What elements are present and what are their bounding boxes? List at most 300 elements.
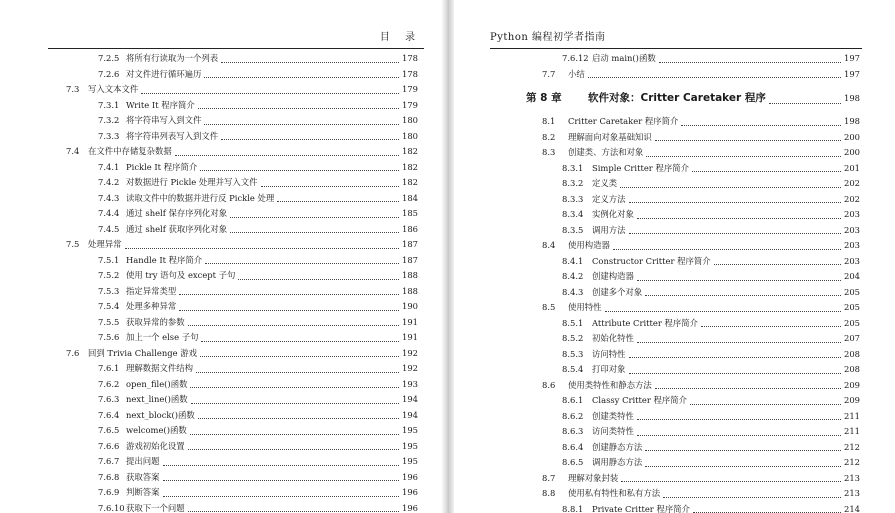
toc-entry[interactable] [490, 424, 860, 440]
toc-entry-title: 将字符串列表写入到文件 [126, 130, 219, 141]
toc-entry-title: 获取答案 [126, 471, 160, 482]
toc-entry-title: 写入文本文件 [88, 84, 139, 94]
toc-entry[interactable] [48, 315, 418, 331]
toc-entry-title: 调用方法 [592, 224, 626, 235]
toc-entry[interactable] [48, 485, 418, 501]
toc-entry-title: 处理异常 [88, 239, 122, 249]
toc-entry[interactable] [490, 161, 860, 177]
toc-entry-title: 使用特性 [568, 302, 602, 312]
toc-entry[interactable] [490, 223, 860, 239]
toc-entry-number: 7.6.10 [98, 502, 125, 513]
toc-entry-page: 186 [402, 223, 418, 234]
toc-entry[interactable] [490, 130, 860, 146]
toc-leader-dots [198, 99, 399, 109]
toc-entry[interactable] [490, 192, 860, 208]
toc-entry-number: 7.5.4 [98, 301, 120, 311]
toc-entry-page: 203 [844, 240, 860, 250]
toc-entry-title: Attribute Critter 程序简介 [592, 317, 698, 328]
toc-leader-dots [645, 286, 841, 296]
toc-entry-number: 8.6.4 [562, 441, 584, 452]
toc-entry-title: 读取文件中的数据并进行反 Pickle 处理 [126, 192, 275, 203]
toc-entry-page: 195 [402, 440, 418, 451]
toc-entry-page: 180 [402, 115, 418, 125]
toc-entry-title: 处理多种异常 [126, 301, 177, 311]
toc-leader-dots [693, 503, 841, 513]
toc-entry-title: Classy Critter 程序简介 [592, 395, 688, 405]
toc-entry-page: 211 [844, 426, 860, 436]
toc-entry-number: 7.3 [66, 84, 80, 94]
toc-entry[interactable] [48, 423, 418, 439]
toc-entry-title: 使用类特性和静态方法 [568, 379, 652, 390]
header-rule [48, 48, 424, 49]
toc-entry-number: 7.6.8 [98, 471, 120, 482]
toc-leader-dots [179, 285, 399, 295]
toc-entry-page: 194 [402, 409, 418, 420]
toc-entry-number: 7.5.1 [98, 254, 120, 265]
toc-entry-number: 7.6 [66, 347, 80, 358]
toc-leader-dots [714, 255, 841, 265]
page-header: 目 录 [379, 32, 421, 43]
toc-entry-page: 212 [844, 457, 860, 467]
toc-entry-page: 202 [844, 178, 860, 188]
toc-entry-number: 8.5.4 [562, 364, 584, 374]
toc-entry-number: 8.4.3 [562, 286, 584, 297]
toc-entry[interactable] [490, 471, 860, 487]
toc-leader-dots [188, 502, 399, 512]
toc-leader-dots [629, 348, 842, 358]
toc-entry[interactable] [48, 191, 418, 207]
toc-entry-title: 对数据进行 Pickle 处理并写入文件 [126, 177, 258, 187]
toc-entry[interactable] [48, 98, 418, 114]
toc-leader-dots [605, 302, 842, 312]
toc-entry-title: 通过 shelf 获取序列化对象 [126, 223, 228, 234]
toc-entry-title: 提出问题 [126, 456, 160, 466]
toc-entry-page: 203 [844, 255, 860, 266]
toc-entry[interactable] [490, 331, 860, 347]
toc-leader-dots [179, 301, 399, 311]
toc-entry-title: 对文件进行循环遍历 [126, 68, 202, 79]
toc-entry-title: 实例化对象 [592, 209, 634, 219]
toc-entry-page: 179 [402, 99, 418, 110]
toc-entry-page: 207 [844, 333, 860, 343]
toc-entry-number: 7.7 [542, 68, 556, 79]
toc-leader-dots [141, 84, 399, 94]
right-page [454, 0, 895, 513]
toc-entry-number: 7.4.4 [98, 208, 120, 218]
toc-entry-number: 7.6.1 [98, 363, 120, 373]
toc-entry[interactable] [490, 316, 860, 332]
toc-leader-dots [175, 146, 399, 156]
toc-entry-page: 192 [402, 363, 418, 373]
toc-leader-dots [190, 378, 399, 388]
toc-entry[interactable] [490, 440, 860, 456]
toc-entry-title: 理解对象封装 [568, 472, 619, 483]
toc-leader-dots [230, 208, 399, 218]
toc-entry[interactable] [490, 254, 860, 270]
toc-leader-dots [230, 223, 399, 233]
toc-leader-dots [204, 115, 399, 125]
toc-entry-number: 7.5 [66, 239, 80, 249]
toc-entry-page: 205 [844, 302, 860, 312]
toc-entry-number: 7.4 [66, 146, 80, 156]
toc-entry[interactable] [48, 346, 418, 362]
toc-entry[interactable] [48, 439, 418, 455]
toc-entry[interactable] [48, 268, 418, 284]
toc-entry-title: 获取异常的参数 [126, 316, 185, 327]
toc-leader-dots [221, 53, 399, 63]
toc-entry[interactable] [48, 408, 418, 424]
toc-entry-page: 213 [844, 488, 860, 498]
toc-entry-page: 196 [402, 487, 418, 497]
toc-leader-dots [620, 178, 841, 188]
toc-entry-number: 8.8 [542, 488, 556, 498]
toc-entry-number: 8.8.1 [562, 503, 584, 513]
toc-entry-page: 211 [844, 410, 860, 421]
toc-entry-title: 访问特性 [592, 348, 626, 359]
toc-leader-dots [201, 332, 399, 342]
toc-leader-dots [277, 192, 399, 202]
toc-entry-number: 7.4.1 [98, 161, 120, 172]
toc-entry-page: 184 [402, 192, 418, 203]
toc-entry-page: 191 [402, 316, 418, 327]
toc-entry[interactable] [490, 393, 860, 409]
toc-entry-number: 8.3 [542, 147, 556, 157]
toc-entry-title: 加上一个 else 子句 [126, 332, 199, 342]
toc-leader-dots [163, 487, 400, 497]
toc-entry-page: 187 [402, 254, 418, 265]
toc-leader-dots [196, 363, 399, 373]
toc-entry-title: open_file()函数 [126, 378, 188, 389]
toc-entry-title: Private Critter 程序简介 [592, 503, 690, 513]
toc-entry-page: 196 [402, 471, 418, 482]
toc-leader-dots [637, 209, 841, 219]
toc-leader-dots [163, 456, 400, 466]
toc-entry-number: 7.6.6 [98, 440, 120, 451]
toc-entry-page: 178 [402, 53, 418, 63]
toc-entry-page: 205 [844, 286, 860, 297]
toc-entry-title: Handle It 程序简介 [126, 254, 203, 265]
toc-entry-number: 7.5.6 [98, 332, 120, 342]
toc-leader-dots [188, 440, 399, 450]
toc-leader-dots [261, 177, 399, 187]
toc-entry-title: 定义类 [592, 178, 618, 188]
toc-entry-number: 7.3.3 [98, 130, 120, 141]
toc-entry[interactable] [48, 454, 418, 470]
toc-leader-dots [645, 441, 841, 451]
toc-entry-page: 187 [402, 239, 418, 249]
toc-entry-page: 208 [844, 348, 860, 359]
toc-entry[interactable] [48, 160, 418, 176]
toc-leader-dots [637, 410, 841, 420]
toc-entry-number: 8.3.4 [562, 209, 584, 219]
toc-entry-page: 182 [402, 161, 418, 172]
toc-entry[interactable] [490, 238, 860, 254]
toc-entry[interactable] [48, 377, 418, 393]
toc-entry-page: 198 [844, 116, 860, 126]
toc-entry[interactable] [490, 176, 860, 192]
toc-entry-number: 8.6.2 [562, 410, 584, 421]
toc-entry-number: 8.1 [542, 116, 556, 126]
toc-entry-number: 7.6.5 [98, 425, 120, 435]
toc-entry-number: 7.6.12 [562, 53, 589, 63]
toc-leader-dots [191, 394, 399, 404]
toc-entry-title: next_block()函数 [126, 409, 195, 420]
toc-entry-page: 188 [402, 285, 418, 296]
toc-entry-page: 192 [402, 347, 418, 358]
toc-entry-title: Simple Critter 程序简介 [592, 162, 689, 173]
toc-entry[interactable] [48, 175, 418, 191]
toc-leader-dots [681, 116, 841, 126]
toc-entry-title: 理解面向对象基础知识 [568, 131, 652, 142]
toc-entry-number: 8.7 [542, 472, 556, 483]
toc-leader-dots [205, 254, 399, 264]
toc-entry[interactable] [48, 113, 418, 129]
toc-entry[interactable] [48, 470, 418, 486]
toc-entry-title: 软件对象：Critter Caretaker 程序 [588, 92, 766, 104]
toc-entry-page: 194 [402, 394, 418, 404]
toc-entry[interactable] [490, 486, 860, 502]
toc-entry[interactable] [490, 114, 860, 130]
toc-entry-page: 198 [844, 93, 860, 103]
toc-entry-title: 访问类特性 [592, 426, 634, 436]
toc-entry[interactable] [490, 378, 860, 394]
toc-entry-page: 205 [844, 317, 860, 328]
toc-entry-number: 8.4.1 [562, 255, 584, 266]
toc-entry-page: 182 [402, 146, 418, 156]
toc-entry-page: 179 [402, 84, 418, 94]
toc-entry-title: Critter Caretaker 程序简介 [568, 116, 679, 126]
toc-entry-title: 创建类特性 [592, 410, 634, 421]
toc-leader-dots [190, 425, 399, 435]
toc-entry-page: 214 [844, 503, 860, 513]
toc-leader-dots [204, 68, 399, 78]
toc-entry-page: 202 [844, 193, 860, 204]
toc-entry-number: 8.6.3 [562, 426, 584, 436]
toc-entry-page: 208 [844, 364, 860, 374]
toc-entry-number: 8.6 [542, 379, 556, 390]
toc-entry-page: 185 [402, 208, 418, 218]
toc-entry-title: 初始化特性 [592, 333, 634, 343]
toc-entry[interactable] [490, 409, 860, 425]
toc-leader-dots [200, 161, 399, 171]
toc-entry-number: 7.3.1 [98, 99, 120, 110]
toc-entry-title: 判断答案 [126, 487, 160, 497]
toc-entry[interactable] [48, 67, 418, 83]
toc-leader-dots [238, 270, 399, 280]
toc-entry[interactable] [48, 299, 418, 315]
toc-entry-number: 7.6.7 [98, 456, 120, 466]
toc-entry-page: 201 [844, 162, 860, 173]
toc-entry-page: 203 [844, 209, 860, 219]
toc-entry-title: Pickle It 程序简介 [126, 161, 198, 172]
toc-entry[interactable] [490, 269, 860, 285]
toc-list-right [490, 51, 860, 513]
toc-leader-dots [588, 68, 841, 78]
toc-entry[interactable] [48, 222, 418, 238]
toc-entry-title: 使用 try 语句及 except 子句 [126, 270, 236, 280]
toc-entry[interactable] [48, 206, 418, 222]
toc-entry-page: 212 [844, 441, 860, 452]
toc-entry-page: 190 [402, 301, 418, 311]
toc-entry-title: Constructor Critter 程序简介 [592, 255, 711, 266]
toc-entry-page: 180 [402, 130, 418, 141]
toc-entry-page: 200 [844, 131, 860, 142]
toc-entry-title: 将所有行读取为一个列表 [126, 53, 219, 63]
toc-list-left [48, 51, 418, 513]
toc-entry-title: 理解数据文件结构 [126, 363, 193, 373]
toc-leader-dots [198, 409, 399, 419]
toc-entry-page: 178 [402, 68, 418, 79]
page-header: Python 编程初学者指南 [490, 32, 606, 43]
toc-leader-dots [629, 193, 842, 203]
toc-leader-dots [125, 239, 400, 249]
toc-entry-number: 8.4.2 [562, 271, 584, 281]
toc-entry[interactable] [48, 392, 418, 408]
toc-leader-dots [221, 130, 399, 140]
toc-entry-page: 188 [402, 270, 418, 280]
toc-leader-dots [637, 271, 841, 281]
toc-entry-title: 将字符串写入到文件 [126, 115, 202, 125]
toc-entry-number: 7.4.3 [98, 192, 120, 203]
toc-entry-page: 197 [844, 53, 860, 63]
toc-entry-number: 7.4.2 [98, 177, 120, 187]
toc-leader-dots [655, 379, 841, 389]
toc-entry-number: 7.5.5 [98, 316, 120, 327]
toc-leader-dots [701, 317, 841, 327]
toc-entry[interactable] [48, 82, 418, 98]
toc-entry[interactable] [490, 207, 860, 223]
toc-entry-number: 8.5 [542, 302, 556, 312]
toc-leader-dots [629, 224, 842, 234]
toc-entry-number: 7.6.9 [98, 487, 120, 497]
left-page [0, 0, 441, 513]
toc-entry-title: 调用静态方法 [592, 457, 643, 467]
toc-leader-dots [163, 471, 400, 481]
toc-entry-number: 7.4.5 [98, 223, 120, 234]
toc-entry-title: 指定异常类型 [126, 285, 177, 296]
toc-entry-page: 213 [844, 472, 860, 483]
toc-entry-page: 204 [844, 271, 860, 281]
toc-entry-number: 7.6.3 [98, 394, 120, 404]
toc-entry-number: 8.5.3 [562, 348, 584, 359]
toc-entry[interactable] [490, 347, 860, 363]
toc-leader-dots [645, 457, 841, 467]
toc-entry-title: 回到 Trivia Challenge 游戏 [88, 347, 197, 358]
toc-entry-number: 8.5.1 [562, 317, 584, 328]
toc-entry-page: 197 [844, 68, 860, 79]
toc-entry-title: 获取下一个问题 [126, 502, 185, 513]
toc-entry-title: 定义方法 [592, 193, 626, 204]
toc-entry[interactable] [490, 145, 860, 161]
toc-entry-title: 创建多个对象 [592, 286, 643, 297]
toc-entry-page: 182 [402, 177, 418, 187]
toc-entry[interactable] [490, 67, 860, 83]
toc-entry[interactable] [490, 300, 860, 316]
toc-leader-dots [646, 147, 841, 157]
toc-entry-page: 193 [402, 378, 418, 389]
book-gutter [441, 0, 454, 513]
toc-entry-number: 8.3.3 [562, 193, 584, 204]
toc-entry-page: 195 [402, 425, 418, 435]
toc-leader-dots [659, 53, 841, 63]
toc-entry-number: 7.6.2 [98, 378, 120, 389]
toc-entry-page: 195 [402, 456, 418, 466]
toc-entry-number: 8.3.5 [562, 224, 584, 235]
toc-leader-dots [200, 347, 399, 357]
toc-entry-title: welcome()函数 [126, 425, 187, 435]
toc-entry-title: next_line()函数 [126, 394, 188, 404]
toc-entry[interactable] [48, 237, 418, 253]
toc-leader-dots [663, 488, 841, 498]
toc-leader-dots [655, 131, 841, 141]
toc-entry-title: 使用私有特性和私有方法 [568, 488, 661, 498]
toc-entry-number: 8.6.5 [562, 457, 584, 467]
toc-entry-title: 通过 shelf 保存序列化对象 [126, 208, 228, 218]
toc-leader-dots [188, 316, 399, 326]
toc-entry-title: Write It 程序简介 [126, 99, 195, 110]
toc-entry-title: 游戏初始化设置 [126, 440, 185, 451]
toc-entry-page: 200 [844, 147, 860, 157]
toc-entry[interactable] [490, 502, 860, 513]
toc-entry[interactable] [48, 51, 418, 67]
toc-entry[interactable] [48, 501, 418, 513]
toc-entry-title: 小结 [568, 68, 585, 79]
toc-entry[interactable] [490, 285, 860, 301]
toc-leader-dots [629, 364, 842, 374]
toc-entry-number: 第 8 章 [526, 92, 562, 104]
toc-leader-dots [769, 91, 841, 104]
toc-entry-title: 打印对象 [592, 364, 626, 374]
toc-entry-number: 8.3.1 [562, 162, 584, 173]
toc-entry-number: 7.6.4 [98, 409, 120, 420]
toc-entry-page: 203 [844, 224, 860, 235]
toc-entry[interactable] [48, 129, 418, 145]
toc-entry[interactable] [490, 455, 860, 471]
header-rule [490, 48, 862, 49]
toc-entry-title: 创建构造器 [592, 271, 634, 281]
toc-entry-number: 7.5.2 [98, 270, 120, 280]
toc-entry-number: 8.2 [542, 131, 556, 142]
toc-leader-dots [621, 472, 841, 482]
toc-leader-dots [637, 426, 841, 436]
toc-entry-number: 7.2.5 [98, 53, 120, 63]
toc-leader-dots [613, 240, 841, 250]
toc-leader-dots [690, 395, 841, 405]
toc-entry[interactable] [48, 361, 418, 377]
toc-entry-number: 8.6.1 [562, 395, 584, 405]
toc-entry-title: 创建类、方法和对象 [568, 147, 644, 157]
toc-entry[interactable] [48, 284, 418, 300]
toc-entry-number: 7.3.2 [98, 115, 120, 125]
toc-entry-page: 209 [844, 395, 860, 405]
toc-entry-page: 191 [402, 332, 418, 342]
toc-leader-dots [637, 333, 841, 343]
toc-entry-number: 8.5.2 [562, 333, 584, 343]
toc-entry[interactable] [490, 51, 860, 67]
toc-entry-number: 8.3.2 [562, 178, 584, 188]
toc-entry-title: 在文件中存储复杂数据 [88, 146, 172, 156]
toc-entry-number: 7.2.6 [98, 68, 120, 79]
toc-entry[interactable] [490, 362, 860, 378]
toc-chapter-entry[interactable] [490, 82, 860, 114]
toc-entry-number: 7.5.3 [98, 285, 120, 296]
toc-leader-dots [692, 162, 841, 172]
toc-entry-title: 启动 main()函数 [592, 53, 656, 63]
toc-entry[interactable] [48, 253, 418, 269]
toc-entry[interactable] [48, 144, 418, 160]
toc-entry-page: 196 [402, 502, 418, 513]
toc-entry[interactable] [48, 330, 418, 346]
